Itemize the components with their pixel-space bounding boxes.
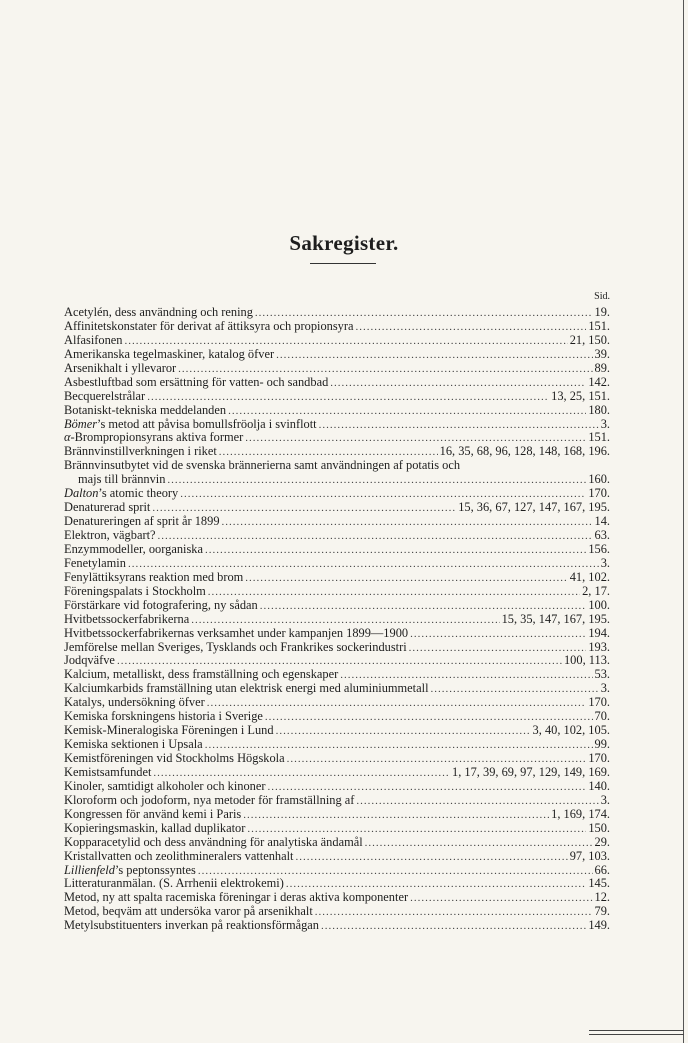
entry-text [64,780,266,794]
bottom-rule [589,1034,684,1035]
page-edge-rule [683,0,684,1043]
entry-text [64,822,245,836]
entry-label: Brännvinstillverkningen i riket [64,445,217,459]
entry-text [64,905,313,919]
entry-label: Acetylén, dess användning och rening [64,306,253,319]
index-entry [64,529,610,543]
entry-text [64,585,206,599]
entry-label: Kongressen för använd kemi i Paris [64,807,242,821]
entry-text [64,864,196,878]
entry-label: -Brompropionsyrans aktiva former [70,431,244,445]
dot-leader [315,906,593,919]
entry-text [64,808,241,822]
entry-text [64,473,165,487]
entry-text [64,320,354,334]
entry-text [64,654,115,668]
index-entry [64,473,610,487]
dot-leader [243,809,549,822]
entry-label: Katalys, undersökning öfver [64,696,205,710]
dot-leader [117,655,562,668]
entry-pages: 39. [594,347,610,361]
entry-pages: 170. [588,752,610,765]
index-entry [64,864,610,878]
entry-pages: 12. [594,891,610,905]
entry-pages: 19. [594,306,610,319]
dot-leader [340,669,592,682]
entry-label: Kemiska sektionen i Upsala [64,738,203,752]
entry-pages: 3. [600,556,610,570]
entry-text [64,682,429,696]
entry-label: Kopieringsmaskin, kallad duplikator [64,821,246,835]
index-entry [64,418,610,432]
entry-name: α [64,431,71,445]
entry-label: Enzymmodeller, oorganiska [64,542,203,556]
index-entry [64,808,610,822]
dot-leader [180,488,586,501]
entry-label: Förstärkare vid fotografering, ny sådan [64,598,258,612]
entry-pages: 79. [594,905,610,919]
dot-leader [153,767,450,780]
entry-pages: 29. [594,835,610,849]
entry-pages: 53. [594,668,610,682]
entry-pages: 151. [588,319,610,333]
entry-text [64,543,203,557]
entry-label: majs till brännvin [78,473,166,487]
entry-label: Litteraturanmälan. (S. Arrhenii elektrokemi) [64,877,284,891]
dot-leader [321,920,586,933]
entry-text [64,794,354,808]
entry-text [64,599,258,613]
dot-leader [296,851,568,864]
dot-leader [286,878,586,891]
dot-leader [410,892,592,905]
bottom-rule [589,1030,684,1031]
entry-text [64,627,408,641]
index-entry [64,334,610,348]
entry-label: Kinoler, samtidigt alkoholer och kinoner [64,779,266,793]
index-entry [64,752,610,766]
entry-label: Becquerelstrålar [64,389,146,403]
index-entry [64,585,610,599]
dot-leader [245,432,586,445]
page-column-label: Sid. [594,291,610,302]
dot-leader [255,307,593,320]
entry-pages: 1, 17, 39, 69, 97, 129, 149, 169. [452,765,610,779]
entry-pages: 100, 113. [563,654,610,668]
dot-leader [330,377,586,390]
entry-label: Kemistsamfundet [64,765,152,779]
index-entry [64,668,610,682]
entry-label: Brännvinsutbytet vid de svenska brännerierna samt användningen af potatis och [64,459,461,473]
entry-text [64,668,338,682]
dot-leader [222,516,593,529]
page-title: Sakregister. [289,231,399,255]
entry-label: Kalciumkarbids framställning utan elektrisk energi med aluminiummetall [64,682,429,696]
entry-text [64,376,328,390]
entry-label: Botaniskt-tekniska meddelanden [64,403,227,417]
index-entry [64,877,610,891]
entry-name: Lillienfeld [64,863,115,877]
index-entry [64,445,610,459]
entry-pages: 3. [600,417,610,431]
dot-leader [265,711,593,724]
entry-label: Kristallvatten och zeolithmineralers vattenhalt [64,849,294,863]
entry-label: Kopparacetylid och dess användning för analytiska ändamål [64,835,363,849]
entry-pages: 160. [588,473,610,487]
dot-leader [276,725,531,738]
entry-pages: 3, 40, 102, 105. [532,724,610,738]
entry-text [64,752,285,766]
dot-leader [410,628,586,641]
index-entry [64,557,610,571]
entry-pages: 99. [594,738,610,752]
dot-leader [356,795,598,808]
entry-text [64,557,126,571]
index-entry [64,836,610,850]
entry-text [64,348,274,362]
entry-pages: 180. [588,403,610,417]
entry-text [64,445,217,459]
dot-leader [260,600,587,613]
dot-leader [409,642,587,655]
index-entry [64,919,610,933]
index-list [64,306,610,933]
entry-text [64,766,151,780]
entry-text [64,724,274,738]
entry-label: Kemisk-Mineralogiska Föreningen i Lund [64,724,274,738]
index-entry [64,306,610,320]
dot-leader [319,419,599,432]
entry-label: Kemiska forskningens historia i Sverige [64,710,263,724]
entry-text [64,459,460,473]
entry-pages: 140. [588,779,610,793]
entry-pages: 149. [588,919,610,933]
index-entry [64,599,610,613]
dot-leader [228,405,586,418]
dot-leader [205,739,593,752]
entry-pages: 156. [588,542,610,556]
entry-label: ’s metod att påvisa bomullsfröolja i svinflott [97,417,317,431]
dot-leader [128,558,599,571]
entry-pages: 89. [594,361,610,375]
entry-text [64,418,317,432]
entry-text [64,571,243,585]
index-entry [64,850,610,864]
entry-text [64,529,156,543]
index-entry [64,627,610,641]
entry-label: Metod, beqväm att undersöka varor på arsenikhalt [64,905,313,919]
entry-text [64,696,205,710]
entry-text [64,515,220,529]
entry-pages: 15, 36, 67, 127, 147, 167, 195. [458,501,610,515]
entry-pages: 97, 103. [569,849,610,863]
entry-pages: 14. [594,515,610,529]
dot-leader [167,474,586,487]
index-entry [64,613,610,627]
index-entry [64,390,610,404]
entry-text [64,738,203,752]
entry-pages: 2, 17. [582,584,610,598]
entry-pages: 70. [594,710,610,724]
entry-text [64,850,294,864]
dot-leader [208,586,580,599]
index-entry [64,431,610,445]
dot-leader [276,349,592,362]
index-entry [64,724,610,738]
entry-text [64,919,319,933]
entry-pages: 151. [588,431,610,445]
entry-pages: 21, 150. [569,333,610,347]
dot-leader [147,391,549,404]
index-entry [64,571,610,585]
entry-pages: 170. [588,487,610,501]
dot-leader [205,544,586,557]
entry-text [64,641,407,655]
index-entry [64,362,610,376]
entry-pages: 170. [588,696,610,710]
entry-label: Kloroform och jodoform, nya metoder för framställning af [64,793,355,807]
entry-name: Dalton [64,487,99,501]
dot-leader [158,530,593,543]
entry-label: Fenetylamin [64,556,126,570]
dot-leader [247,823,586,836]
entry-text [64,487,178,501]
index-entry [64,766,610,780]
entry-label: Hvitbetssockerfabrikerna [64,612,190,626]
index-entry [64,738,610,752]
entry-text [64,710,263,724]
dot-leader [365,837,593,850]
dot-leader [198,865,593,878]
entry-pages: 41, 102. [569,570,610,584]
entry-label: Kalcium, metalliskt, dess framställning och egenskaper [64,668,339,682]
entry-label: Alfasifonen [64,333,123,347]
entry-pages: 13, 25, 151. [551,389,610,403]
entry-text [64,390,145,404]
entry-label: Föreningspalats i Stockholm [64,584,206,598]
index-entry [64,501,610,515]
index-entry [64,710,610,724]
dot-leader [356,321,587,334]
index-entry [64,654,610,668]
entry-pages: 3. [600,793,610,807]
dot-leader [219,446,438,459]
index-entry [64,641,610,655]
entry-label: Arsenikhalt i yllevaror [64,361,177,375]
index-entry [64,696,610,710]
dot-leader [431,683,599,696]
index-entry [64,320,610,334]
entry-text [64,404,226,418]
entry-pages: 1, 169, 174. [551,807,610,821]
entry-text [64,334,123,348]
entry-label: Amerikanska tegelmaskiner, katalog öfver [64,347,275,361]
dot-leader [287,753,587,766]
index-entry [64,487,610,501]
entry-text [64,362,176,376]
entry-label: Elektron, vägbart? [64,529,156,542]
dot-leader [191,614,499,627]
entry-pages: 63. [594,529,610,542]
index-entry [64,682,610,696]
dot-leader [152,502,456,515]
entry-text [64,501,150,515]
index-entry [64,780,610,794]
index-entry [64,515,610,529]
entry-text [64,877,284,891]
index-entry [64,404,610,418]
entry-label: ’s peptonssyntes [114,863,196,877]
title-underline [310,263,376,264]
index-entry [64,891,610,905]
entry-label: ’s atomic theory [98,487,179,501]
entry-pages: 150. [588,821,610,835]
entry-text [64,836,363,850]
entry-pages: 66. [594,863,610,877]
dot-leader [125,335,568,348]
entry-label: Asbestluftbad som ersättning för vatten- och sandbad [64,375,329,389]
index-entry [64,348,610,362]
index-entry [64,376,610,390]
entry-pages: 142. [588,375,610,389]
entry-label: Metod, ny att spalta racemiska föreningar i deras aktiva komponenter [64,891,409,905]
entry-label: Metylsubstituenters inverkan på reaktionsförmågan [64,919,319,933]
entry-pages: 16, 35, 68, 96, 128, 148, 168, 196. [439,445,610,459]
entry-label: Denaturerad sprit [64,501,151,515]
entry-pages: 193. [588,640,610,654]
index-entry [64,905,610,919]
entry-label: Kemistföreningen vid Stockholms Högskola [64,752,285,765]
entry-text [64,431,243,445]
entry-pages: 194. [588,626,610,640]
entry-text [64,306,253,320]
entry-label: Jemförelse mellan Sveriges, Tysklands och Frankrikes sockerindustri [64,640,407,654]
index-entry [64,543,610,557]
dot-leader [207,697,587,710]
dot-leader [245,572,567,585]
entry-label: Denatureringen af sprit år 1899 [64,515,220,529]
index-entry [64,822,610,836]
entry-text [64,613,189,627]
dot-leader [178,363,592,376]
entry-pages: 3. [600,682,610,696]
entry-pages: 15, 35, 147, 167, 195. [501,612,610,626]
entry-pages: 145. [588,877,610,891]
index-entry [64,459,610,473]
entry-label: Affinitetskonstater för derivat af ättiksyra och propionsyra [64,319,354,333]
entry-label: Jodqväfve [64,654,115,668]
entry-label: Hvitbetssockerfabrikernas verksamhet under kampanjen 1899—1900 [64,626,409,640]
index-entry [64,794,610,808]
entry-text [64,891,408,905]
entry-name: Bömer [64,417,98,431]
entry-label: Fenylättiksyrans reaktion med brom [64,570,244,584]
entry-pages: 100. [588,598,610,612]
dot-leader [268,781,587,794]
